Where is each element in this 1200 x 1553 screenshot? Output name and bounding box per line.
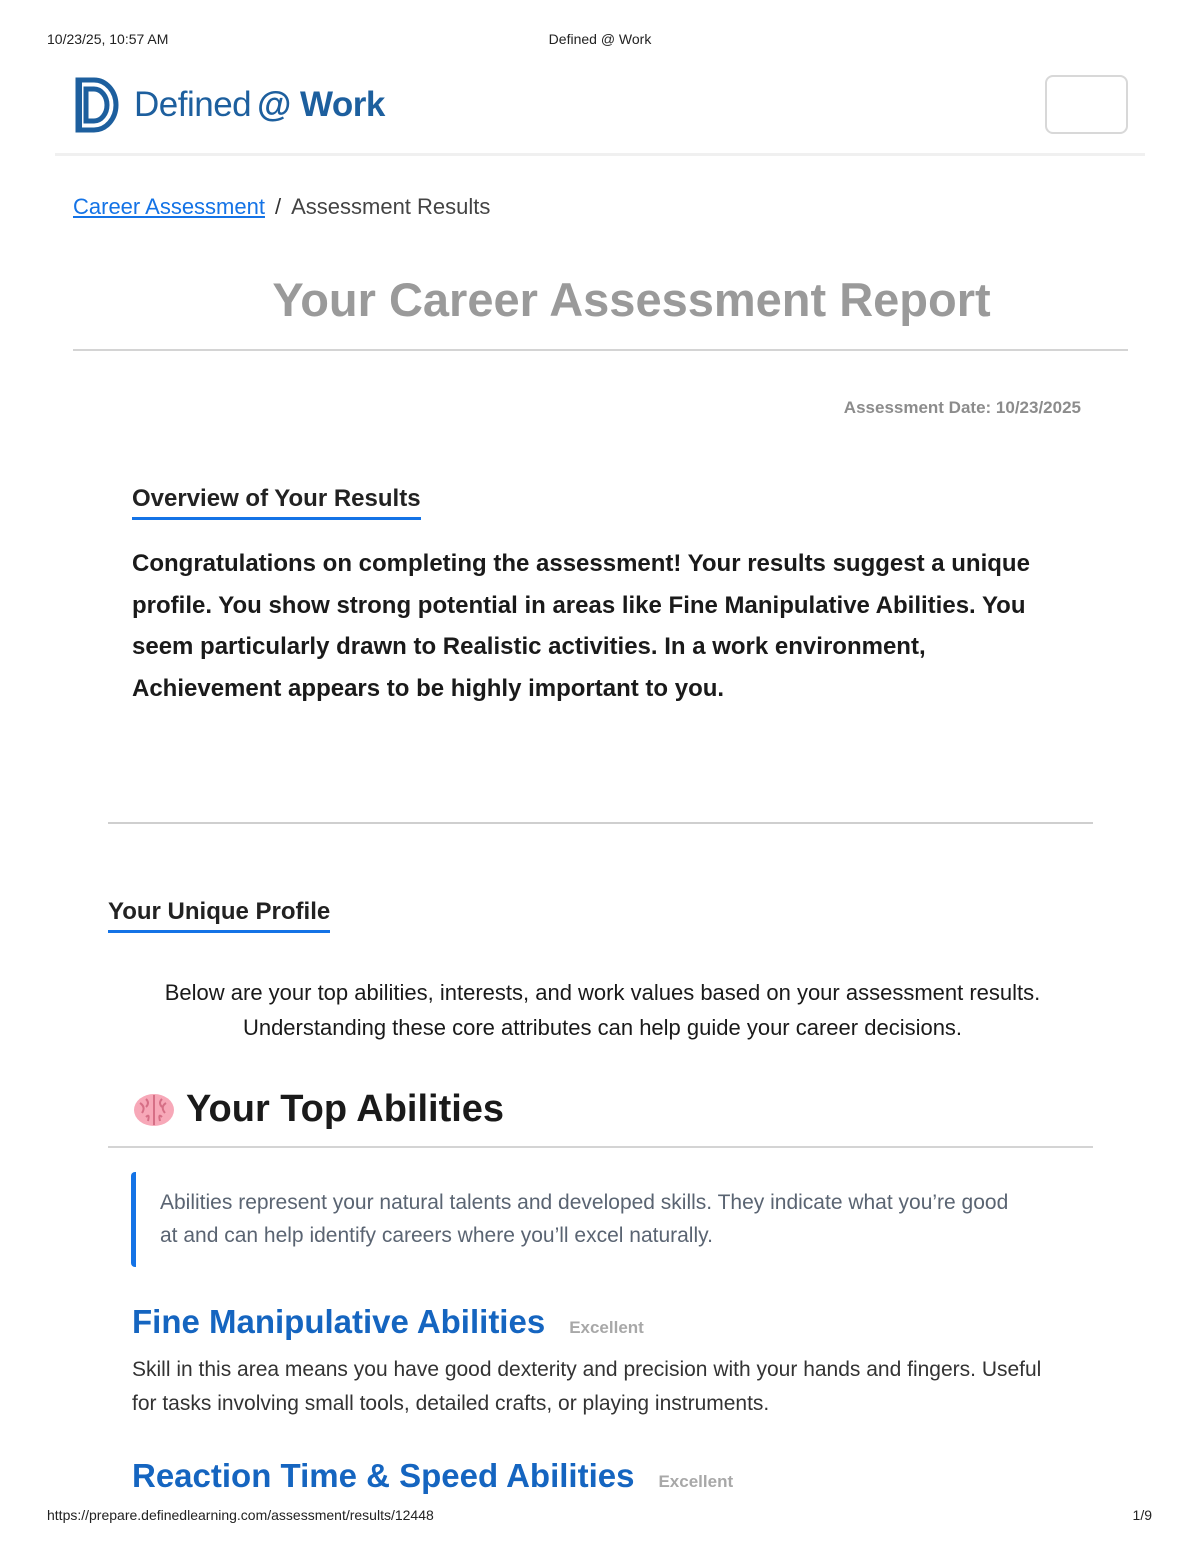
print-page-title: Defined @ Work	[548, 31, 652, 47]
breadcrumb-career-assessment-link[interactable]: Career Assessment	[73, 194, 265, 219]
abilities-divider	[108, 1146, 1093, 1148]
section-divider	[108, 822, 1093, 824]
profile-text: Below are your top abilities, interests, and work values based on your assessment results. Understanding these core attributes can help guide your career decisions.	[164, 980, 1041, 1040]
abilities-heading-text: Your Top Abilities	[186, 1088, 505, 1130]
header-divider	[55, 153, 1145, 156]
ability-rating-badge: Excellent	[569, 1318, 644, 1337]
assessment-date: Assessment Date: 10/23/2025	[843, 398, 1081, 417]
defined-logo-icon	[74, 76, 122, 134]
ability-title	[132, 1303, 644, 1341]
print-page-number: 1/9	[1132, 1507, 1152, 1523]
brand-name	[134, 85, 385, 125]
page-title: Your Career Assessment Report	[272, 273, 991, 326]
profile-heading: Your Unique Profile	[108, 898, 330, 933]
breadcrumb-separator: /	[274, 194, 282, 219]
brand-name-work: @ Work	[257, 85, 385, 124]
overview-text: Congratulations on completing the assessment! Your results suggest a unique profile. You show strong potential in areas like Fine Manipulative Abilities. You seem particularly drawn to Realistic activities. In a work environment, Achievement appears to be highly important to you.	[132, 550, 1030, 702]
brand-logo-link[interactable]	[74, 76, 385, 134]
ability-rating-badge: Excellent	[658, 1472, 734, 1491]
abilities-heading	[132, 1088, 504, 1131]
menu-button[interactable]	[1045, 75, 1128, 134]
print-datetime: 10/23/25, 10:57 AM	[47, 31, 169, 47]
ability-title	[132, 1457, 733, 1495]
ability-title-text: Fine Manipulative Abilities	[132, 1303, 546, 1340]
breadcrumb-current: Assessment Results	[291, 194, 491, 219]
title-divider	[73, 349, 1128, 351]
brain-icon	[132, 1091, 176, 1129]
breadcrumb	[73, 194, 490, 220]
print-url: https://prepare.definedlearning.com/assessment/results/12448	[47, 1507, 434, 1523]
brand-name-defined: Defined	[134, 85, 252, 124]
ability-description: Skill in this area means you have good dexterity and precision with your hands and fingers. Useful for tasks involving small tools, detailed crafts, or playing instruments.	[132, 1358, 1042, 1415]
overview-heading: Overview of Your Results	[132, 485, 421, 520]
ability-title-text: Reaction Time & Speed Abilities	[132, 1457, 635, 1494]
abilities-callout: Abilities represent your natural talents and developed skills. They indicate what you’re good at and can help identify careers where you’ll excel naturally.	[131, 1172, 1011, 1267]
